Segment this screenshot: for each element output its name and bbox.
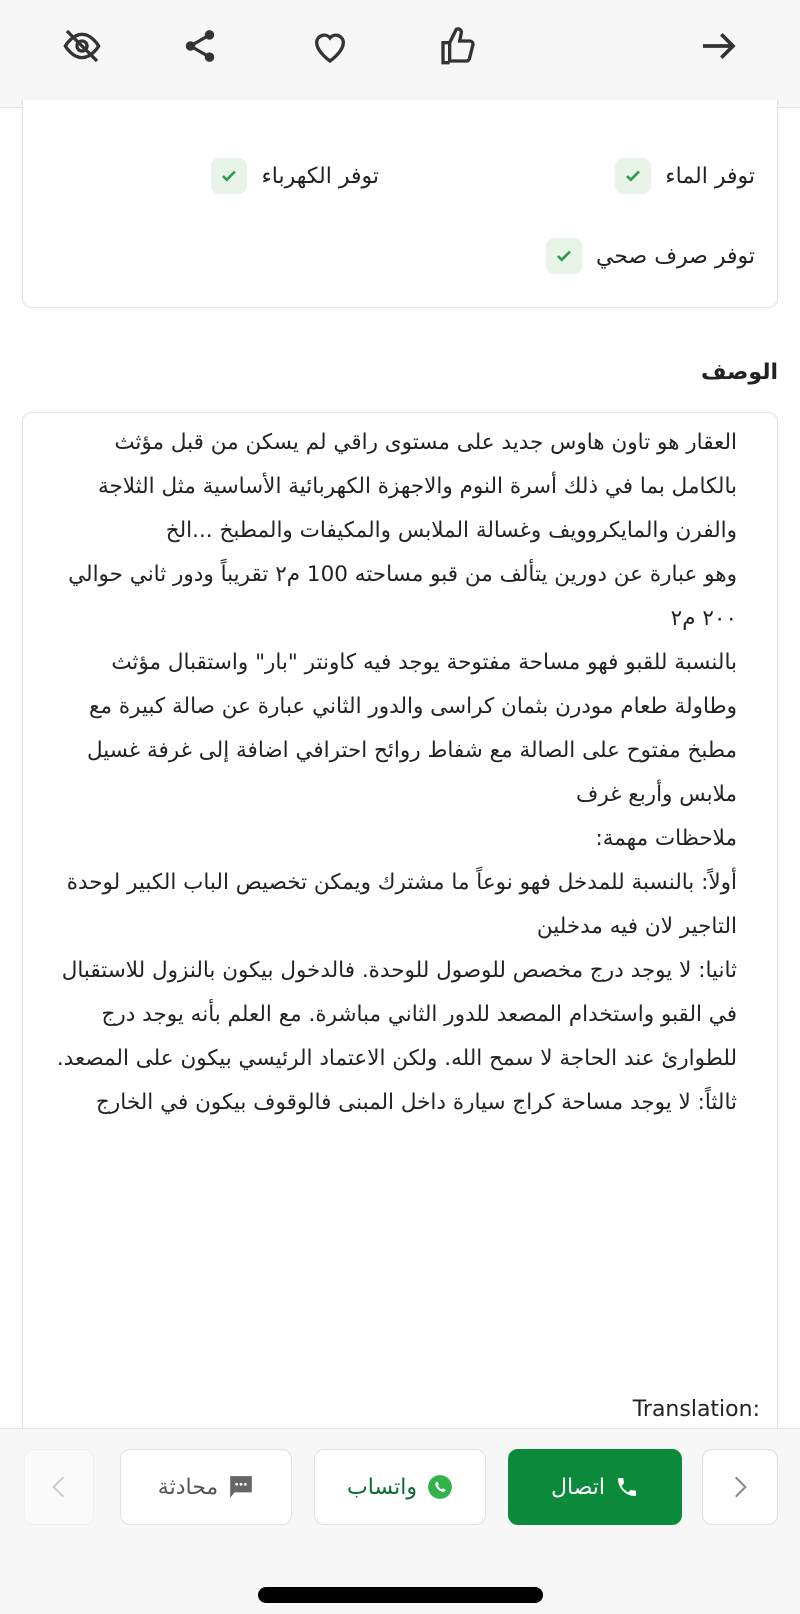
description-paragraph: ملاحظات مهمة: xyxy=(595,826,737,851)
description-paragraph: وهو عبارة عن دورين يتألف من قبو مساحته 100 م٢ تقريباً ودور ثاني حوالي ٢٠٠ م٢ xyxy=(68,562,737,631)
phone-icon xyxy=(615,1475,639,1499)
check-icon xyxy=(615,158,651,194)
call-button[interactable] xyxy=(508,1449,682,1525)
favorite-button[interactable] xyxy=(306,22,354,70)
description-paragraph: ثانيا: لا يوجد درج مخصص للوصول للوحدة. فالدخول بيكون بالنزول للاستقبال في القبو واستخدام المصعد للدور الثاني مباشرة. مع العلم بأنه يوجد درج للطوارئ عند الحاجة لا سمح الله. ولكن الاعتماد الرئيسي بيكون على المصعد. xyxy=(56,958,737,1071)
feature-item xyxy=(211,158,379,194)
check-icon xyxy=(211,158,247,194)
whatsapp-icon xyxy=(427,1474,453,1500)
feature-label: توفر صرف صحي xyxy=(596,243,755,269)
description-box xyxy=(22,412,778,1452)
feature-label: توفر الماء xyxy=(665,163,755,189)
home-indicator[interactable] xyxy=(258,1587,543,1603)
features-card xyxy=(22,100,778,308)
feature-item xyxy=(546,238,755,274)
chat-button[interactable] xyxy=(120,1449,292,1525)
next-button[interactable] xyxy=(702,1449,778,1525)
whatsapp-label: واتساب xyxy=(347,1474,417,1500)
feature-label: توفر الكهرباء xyxy=(261,163,379,189)
share-icon xyxy=(181,27,219,65)
thumbs-up-icon xyxy=(438,26,478,66)
description-title: الوصف xyxy=(700,360,778,385)
eye-slash-icon xyxy=(62,26,102,66)
call-label: اتصال xyxy=(551,1474,606,1500)
hide-button[interactable] xyxy=(58,22,106,70)
chevron-left-icon xyxy=(46,1472,72,1502)
feature-item xyxy=(615,158,755,194)
translation-label: Translation: xyxy=(632,1397,760,1422)
description-paragraph: بالنسبة للقبو فهو مساحة مفتوحة يوجد فيه كاونتر "بار" واستقبال مؤثث وطاولة طعام مودرن بثمان كراسى والدور الثاني عبارة عن صالة كبيرة مع مطبخ مفتوح على الصالة مع شفاط روائح احترافي اضافة إلى غرفة غسيل ملابس وأربع غرف xyxy=(86,650,737,807)
heart-icon xyxy=(310,26,350,66)
description-paragraph: ثالثاً: لا يوجد مساحة كراج سيارة داخل المبنى فالوقوف بيكون في الخارج xyxy=(96,1090,737,1115)
description-paragraph: أولاً: بالنسبة للمدخل فهو نوعاً ما مشترك ويمكن تخصيص الباب الكبير لوحدة التاجير لان فيه مدخلين xyxy=(66,870,737,939)
check-icon xyxy=(546,238,582,274)
share-button[interactable] xyxy=(176,22,224,70)
chevron-right-icon xyxy=(727,1472,753,1502)
whatsapp-button[interactable] xyxy=(314,1449,486,1525)
like-button[interactable] xyxy=(434,22,482,70)
chat-icon xyxy=(228,1474,254,1500)
description-paragraph: العقار هو تاون هاوس جديد على مستوى راقي لم يسكن من قبل مؤثث بالكامل بما في ذلك أسرة النوم والاجهزة الكهربائية الأساسية مثل الثلاجة والفرن والمايكروويف وغسالة الملابس والمكيفات والمطبخ ...الخ xyxy=(97,430,737,543)
top-bar xyxy=(0,0,800,108)
arrow-right-icon xyxy=(698,26,738,66)
previous-button[interactable] xyxy=(24,1449,94,1525)
back-button[interactable] xyxy=(694,22,742,70)
chat-label: محادثة xyxy=(157,1474,219,1500)
